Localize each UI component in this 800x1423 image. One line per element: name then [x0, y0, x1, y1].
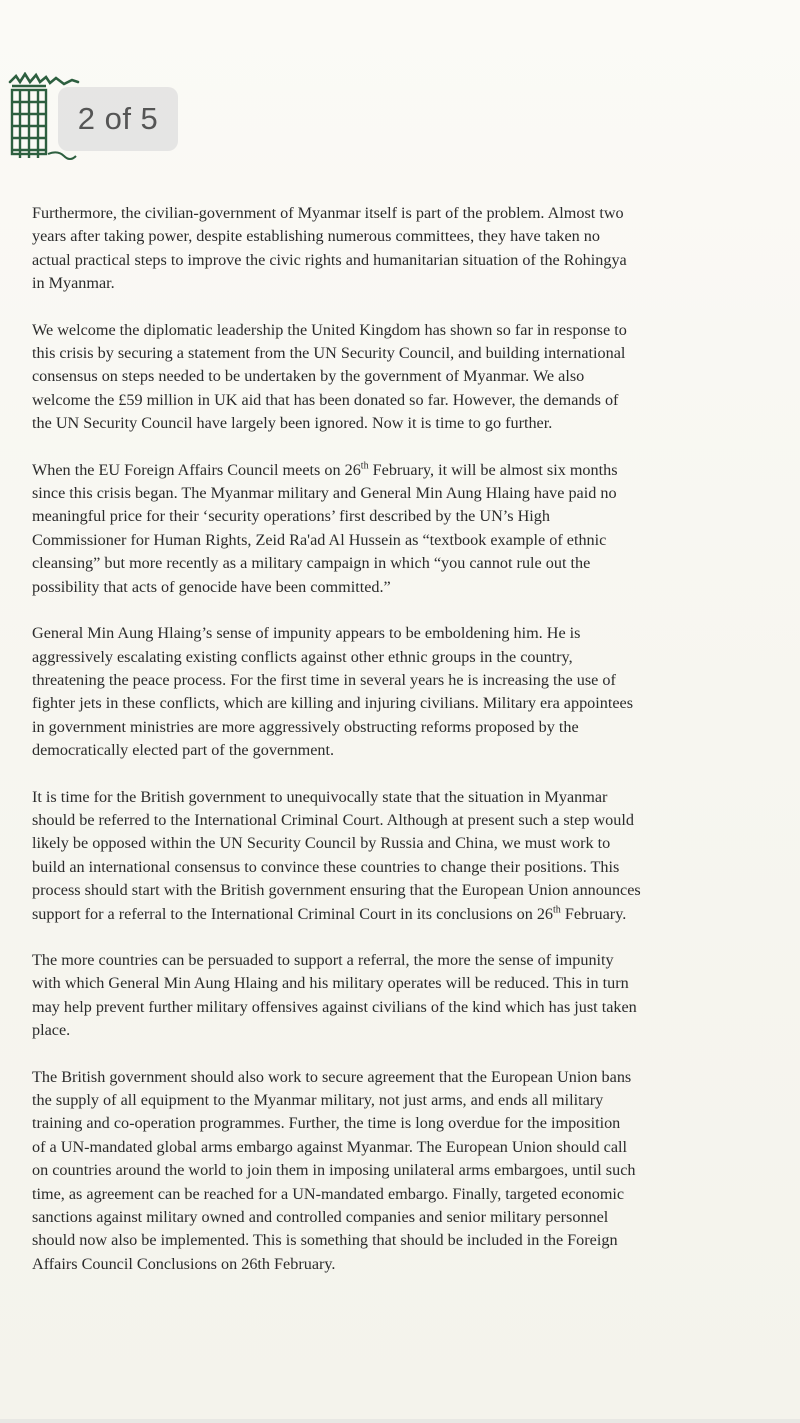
text-line: consensus on steps needed to be undertaken by the government of Myanmar. We also: [32, 367, 585, 386]
text-line: training and co-operation programmes. Further, the time is long overdue for the imposition: [32, 1114, 621, 1133]
text-line: in government ministries are more aggressively obstructing reforms proposed by the: [32, 717, 579, 736]
text-line: threatening the peace process. For the first time in several years he is increasing the use of: [32, 670, 616, 689]
text-line: welcome the £59 million in UK aid that has been donated so far. However, the demands of: [32, 390, 619, 409]
text-line: fighter jets in these conflicts, which are killing and injuring civilians. Military era appointees: [32, 694, 634, 713]
text-line: the UN Security Council have largely been ignored. Now it is time to go further.: [32, 414, 553, 433]
text-line: place.: [32, 1021, 71, 1040]
paragraph-persuasion: [32, 949, 796, 1043]
text-line: in Myanmar.: [32, 274, 115, 293]
paragraph-civilian-government: [32, 202, 796, 296]
letter-body: [32, 202, 796, 1299]
page-indicator: 2 of 5: [58, 87, 178, 151]
text-line: The British government should also work to secure agreement that the European Union bans: [32, 1067, 632, 1086]
text-line: since this crisis began. The Myanmar military and General Min Aung Hlaing have paid no: [32, 484, 617, 503]
text-line: General Min Aung Hlaing’s sense of impunity appears to be emboldening him. He is: [32, 624, 581, 643]
text-line: cleansing” but more recently as a military campaign in which “you cannot rule out the: [32, 554, 591, 573]
text-line: should be referred to the International Criminal Court. Although at present such a step would: [32, 810, 634, 829]
text-line: sanctions against military owned and controlled companies and senior military personnel: [32, 1208, 609, 1227]
ordinal-suffix: th: [360, 460, 369, 472]
text-line: time, as agreement can be reached for a UN-mandated embargo. Finally, targeted economic: [32, 1184, 625, 1203]
paragraph-impunity: [32, 622, 796, 762]
text-line: support for a referral to the International Criminal Court in its conclusions on 26: [32, 904, 554, 923]
text-line: Furthermore, the civilian-government of Myanmar itself is part of the problem. Almost two: [32, 204, 624, 222]
text-line: democratically elected part of the government.: [32, 741, 335, 760]
text-line: We welcome the diplomatic leadership the United Kingdom has shown so far in response to: [32, 320, 627, 339]
text-line: Affairs Council Conclusions on 26th February.: [32, 1254, 336, 1273]
paragraph-icc-referral: [32, 786, 796, 926]
text-line: build an international consensus to convince these countries to change their positions. This: [32, 857, 620, 876]
text-line: aggressively escalating existing conflicts against other ethnic groups in the country,: [32, 647, 573, 666]
page-bottom-edge: [0, 1419, 800, 1423]
text-line: meaningful price for their ‘security operations’ first described by the UN’s High: [32, 507, 550, 526]
ordinal-suffix: th: [553, 904, 561, 916]
text-line: this crisis by securing a statement from the UN Security Council, and building international: [32, 344, 626, 363]
text-line: February, it will be almost six months: [368, 460, 618, 479]
text-line: February.: [560, 904, 627, 923]
text-line: Commissioner for Human Rights, Zeid Ra'ad Al Hussein as “textbook example of ethnic: [32, 530, 607, 549]
text-line: may help prevent further military offensives against civilians of the kind which has just taken: [32, 997, 637, 1016]
text-line: The more countries can be persuaded to support a referral, the more the sense of impunity: [32, 950, 614, 969]
text-line: When the EU Foreign Affairs Council meets on 26: [32, 460, 361, 479]
text-line: should now also be implemented. This is something that should be included in the Foreign: [32, 1231, 618, 1250]
text-line: actual practical steps to improve the civic rights and humanitarian situation of the Rohingya: [32, 250, 627, 269]
text-line: years after taking power, despite establishing numerous committees, they have taken no: [32, 227, 600, 246]
text-line: It is time for the British government to unequivocally state that the situation in Myanmar: [32, 787, 608, 806]
text-line: the supply of all equipment to the Myanmar military, not just arms, and ends all military: [32, 1091, 604, 1109]
paragraph-uk-leadership: [32, 319, 796, 436]
paragraph-eu-council: [32, 459, 796, 599]
text-line: likely be opposed within the UN Security Council by Russia and China, we must work to: [32, 834, 611, 853]
text-line: on countries around the world to join them in imposing unilateral arms embargoes, until such: [32, 1161, 636, 1180]
text-line: process should start with the British government ensuring that the European Union announces: [32, 881, 641, 900]
text-line: possibility that acts of genocide have been committed.”: [32, 577, 391, 596]
text-line: with which General Min Aung Hlaing and his military operates will be reduced. This in turn: [32, 974, 629, 993]
paragraph-arms-embargo: [32, 1066, 796, 1277]
text-line: of a UN-mandated global arms embargo against Myanmar. The European Union should call: [32, 1137, 628, 1156]
